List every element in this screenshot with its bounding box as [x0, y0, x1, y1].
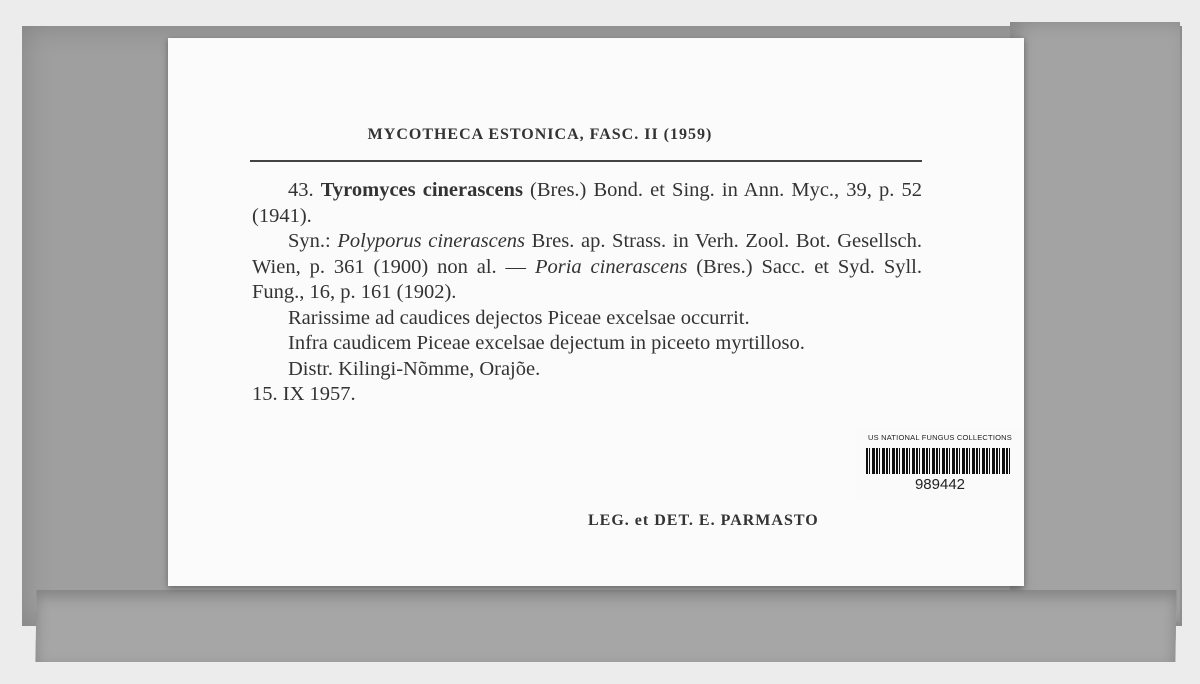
synonym-2: Poria cinerascens [534, 255, 688, 278]
packet-flap [1010, 22, 1180, 622]
species-authority: (Bres.) Bond. et Sing. in Ann. Myc., 39, p. 52 (1941). [252, 179, 922, 227]
synonym-1-reference: Bres. ap. Strass. in Verh. Zool. Bot. Gesellsch. Wien, p. 361 (1900) non al. — [252, 230, 923, 278]
collector-line: LEG. et DET. E. PARMASTO [588, 512, 819, 529]
barcode-sticker [856, 428, 1024, 500]
locality-line: Distr. Kilingi-Nõmme, Orajõe. [288, 357, 541, 380]
packet-fold [35, 590, 1176, 662]
note-line: Rarissime ad caudices dejectos Piceae excelsae occurrit. [288, 306, 750, 329]
synonymy-prefix: Syn.: [288, 230, 331, 252]
date-line: 15. IX 1957. [252, 383, 356, 405]
entry-paragraph [252, 178, 922, 229]
barcode-number: 989442 [914, 476, 966, 493]
entry-number: 43. [288, 179, 314, 201]
specimen-label [168, 38, 1024, 586]
species-name: Tyromyces cinerascens [320, 179, 523, 201]
barcode-bars [866, 448, 1012, 474]
synonym-2-reference: (Bres.) Sacc. et Syd. Syll. Fung., 16, p. 161 (1902). [252, 255, 922, 303]
barcode-institution: US NATIONAL FUNGUS COLLECTIONS [868, 433, 1012, 442]
synonym-1: Polyporus cinerascens [337, 230, 526, 252]
label-header: MYCOTHECA ESTONICA, FASC. II (1959) [367, 126, 713, 143]
habitat-line: Infra caudicem Piceae excelsae dejectum in piceeto myrtilloso. [288, 332, 805, 354]
header-rule [250, 160, 922, 162]
label-body [252, 178, 922, 408]
synonymy-paragraph [252, 229, 922, 306]
